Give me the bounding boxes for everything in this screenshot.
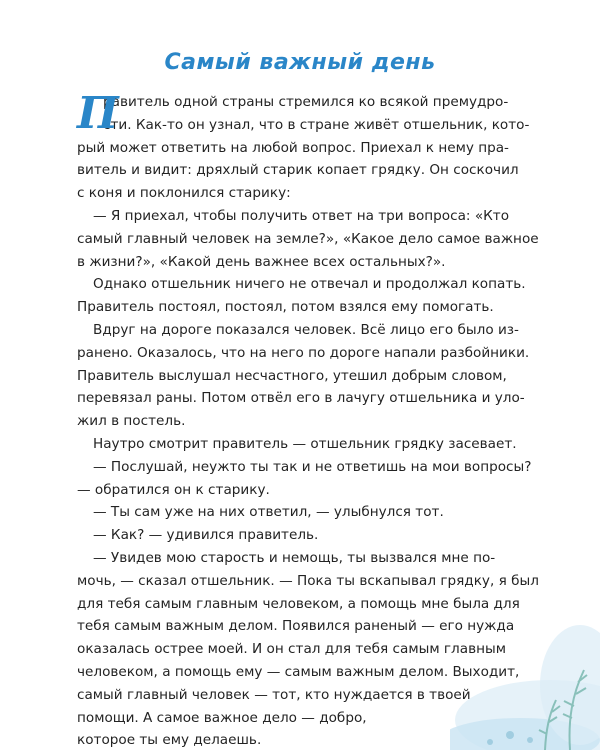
text-line: для тебя самым главным человеком, а помощь мне была для bbox=[77, 595, 520, 612]
text-line: витель и видит: дряхлый старик копает грядку. Он соскочил bbox=[77, 162, 519, 179]
text-line: ранено. Оказалось, что на него по дороге напали разбойники. bbox=[77, 344, 530, 361]
text-line: мочь, — сказал отшельник. — Пока ты вскапывал грядку, я был bbox=[77, 572, 539, 589]
story-text bbox=[77, 88, 557, 752]
text-line: тебя самым важным делом. Появился раненый — его нужда bbox=[77, 618, 515, 635]
text-line: — обратился он к старику. bbox=[77, 481, 270, 498]
text-line: — Как? — удивился правитель. bbox=[93, 527, 319, 544]
text-line: Правитель постоял, постоял, потом взялся ему помогать. bbox=[77, 299, 494, 316]
text-line: самый главный человек — тот, кто нуждается в твоей bbox=[77, 686, 471, 703]
text-line: самый главный человек на земле?», «Какое дело самое важное bbox=[77, 230, 539, 247]
text-line: человеком, а помощь ему — самым важным делом. Выходит, bbox=[77, 663, 520, 680]
text-line: которое ты ему делаешь. bbox=[77, 732, 262, 749]
text-line: в жизни?», «Какой день важнее всех остальных?». bbox=[77, 253, 446, 270]
text-line: Наутро смотрит правитель — отшельник грядку засевает. bbox=[93, 435, 517, 452]
text-line: равитель одной страны стремился ко всякой премудро- bbox=[103, 94, 509, 110]
text-line: с коня и поклонился старику: bbox=[77, 185, 291, 202]
story-title: Самый важный день bbox=[164, 50, 436, 75]
text-line: оказалась острее моей. И он стал для тебя самым главным bbox=[77, 641, 506, 658]
text-line: помощи. А самое важное дело — добро, bbox=[77, 709, 367, 726]
text-line: — Увидев мою старость и немощь, ты вызвался мне по- bbox=[93, 549, 496, 566]
text-line: — Ты сам уже на них ответил, — улыбнулся тот. bbox=[93, 504, 444, 521]
text-line: — Послушай, неужто ты так и не ответишь на мои вопросы? bbox=[93, 458, 532, 475]
text-line: жил в постель. bbox=[77, 413, 186, 430]
text-line: сти. Как-то он узнал, что в стране живёт отшельник, кото- bbox=[103, 116, 530, 133]
text-line: рый может ответить на любой вопрос. Приехал к нему пра- bbox=[77, 139, 509, 156]
text-line: перевязал раны. Потом отвёл его в лачугу отшельника и уло- bbox=[77, 390, 525, 407]
drop-cap-letter: П bbox=[77, 88, 119, 139]
text-line: Вдруг на дороге показался человек. Всё лицо его было из- bbox=[93, 321, 519, 338]
text-line: Однако отшельник ничего не отвечал и продолжал копать. bbox=[93, 276, 526, 293]
text-line: — Я приехал, чтобы получить ответ на три вопроса: «Кто bbox=[93, 207, 510, 224]
text-line: Правитель выслушал несчастного, утешил добрым словом, bbox=[77, 367, 507, 384]
